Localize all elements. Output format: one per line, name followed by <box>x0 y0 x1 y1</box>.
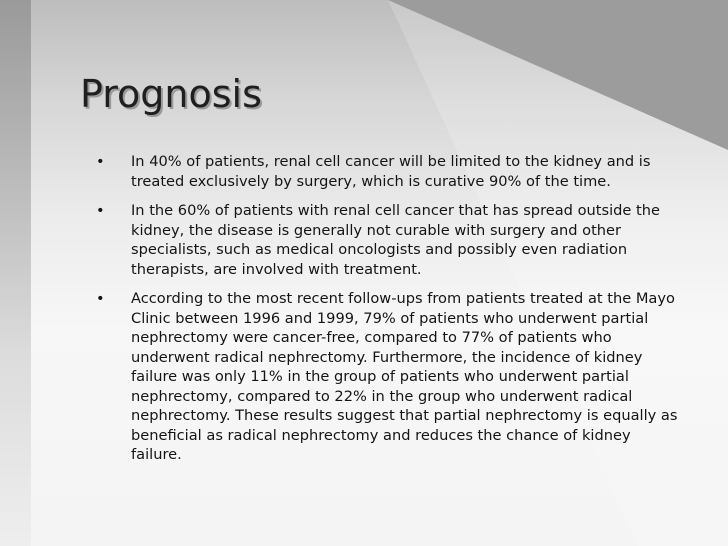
bullet-item <box>92 152 682 191</box>
bullet-text: According to the most recent follow-ups from patients treated at the Mayo Clinic between 1996 and 1999, 79% of patients who underwent partial nephrectomy were cancer-free, compared to 77% of patients who underwent radical nephrectomy. Furthermore, the incidence of kidney failure was only 11% in the group of patients who underwent partial nephrectomy, compared to 22% in the group who underwent radical nephrectomy. These results suggest that partial nephrectomy is equally as beneficial as radical nephrectomy and reduces the chance of kidney failure. <box>131 290 678 463</box>
bullet-marker: • <box>96 153 105 170</box>
left-decorative-strip <box>0 0 31 546</box>
bullet-text: In 40% of patients, renal cell cancer will be limited to the kidney and is treated exclusively by surgery, which is curative 90% of the time. <box>131 153 651 190</box>
bullet-list <box>92 152 682 475</box>
slide-title: Prognosis <box>80 72 262 116</box>
bullet-item <box>92 289 682 465</box>
bullet-marker: • <box>96 202 105 219</box>
bullet-text: In the 60% of patients with renal cell cancer that has spread outside the kidney, the disease is generally not curable with surgery and other specialists, such as medical oncologists and possibly even radiation therapists, are involved with treatment. <box>131 202 660 278</box>
bullet-item <box>92 201 682 279</box>
bullet-marker: • <box>96 290 105 307</box>
